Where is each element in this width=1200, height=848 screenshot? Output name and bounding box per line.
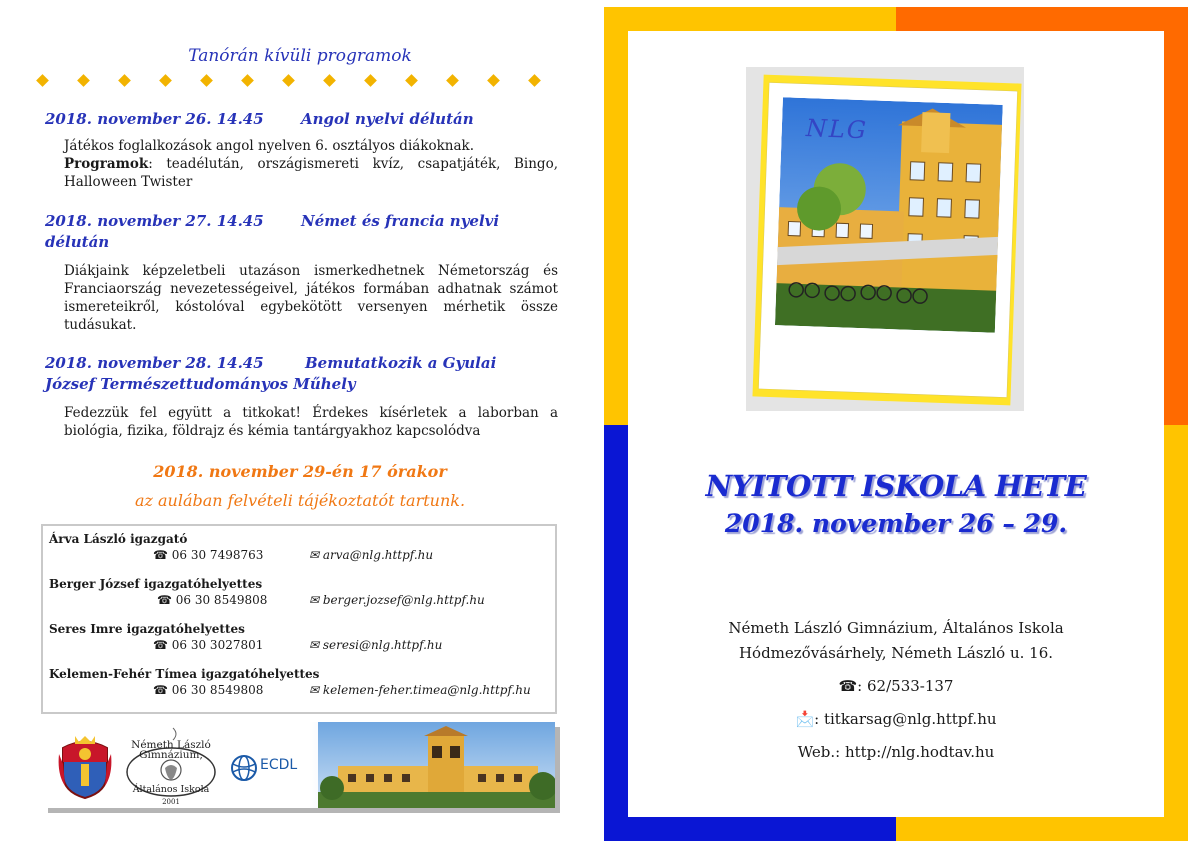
school-photo [775, 97, 1003, 333]
diamond-icon [241, 74, 254, 87]
event-1-body-line1: Játékos foglalkozások angol nyelven 6. osztályos diákoknak. [64, 138, 475, 154]
frame-segment [604, 7, 628, 425]
school-phone: ☎: 62/533-137 [838, 677, 954, 695]
contact-item [49, 622, 549, 652]
school-address: Hódmezővásárhely, Németh László u. 16. [738, 644, 1054, 662]
contact-item [49, 577, 549, 607]
diamond-icon [159, 74, 172, 87]
logo-strip [43, 722, 555, 808]
event-2-topic-line1: Német és francia nyelvi [301, 212, 500, 230]
contact-name: Berger József igazgatóhelyettes [49, 577, 263, 591]
diamond-icon [405, 74, 418, 87]
contact-email[interactable]: ✉ seresi@nlg.httpf.hu [309, 638, 443, 652]
ecdl-logo [228, 748, 308, 788]
school-logo-line3: Általános Iskola [132, 784, 210, 795]
frame-segment [896, 817, 1188, 841]
diamond-icon [323, 74, 336, 87]
event-1-description [64, 137, 558, 191]
school-logo-line1: Németh László [131, 739, 211, 751]
diamond-icon [77, 74, 90, 87]
school-logo [123, 726, 219, 806]
school-logo-line2: Gimnázium, [139, 749, 203, 761]
contact-name: Kelemen-Fehér Tímea igazgatóhelyettes [49, 667, 320, 681]
main-date: 2018. november 26 – 29. [724, 509, 1068, 538]
right-panel [604, 7, 1188, 841]
event-2-heading [45, 211, 560, 253]
contact-name: Seres Imre igazgatóhelyettes [49, 622, 245, 636]
event-1-topic: Angol nyelvi délután [301, 110, 474, 128]
ecdl-label: ECDL [260, 757, 298, 773]
contact-phone: ☎ 06 30 8549808 [157, 593, 268, 607]
city-crest-icon [57, 734, 113, 800]
contact-phone: ☎ 06 30 8549808 [153, 683, 264, 697]
event-1-body-bold: Programok [64, 156, 149, 172]
globe-icon [230, 754, 258, 782]
enrollment-date: 2018. november 29-én 17 órakor [153, 462, 447, 481]
diamond-icon [36, 74, 49, 87]
contact-item [49, 667, 549, 697]
diamond-icon [118, 74, 131, 87]
event-3-heading [45, 353, 560, 395]
school-name: Németh László Gimnázium, Általános Iskola [728, 619, 1064, 637]
enrollment-info: az aulában felvételi tájékoztatót tartunk. [134, 491, 466, 510]
school-email[interactable]: 📩: titkarsag@nlg.httpf.hu [795, 710, 997, 728]
school-website[interactable]: Web.: http://nlg.hodtav.hu [797, 743, 995, 761]
event-1-date: 2018. november 26. 14.45 [45, 110, 264, 128]
diamond-icon [282, 74, 295, 87]
contact-email[interactable]: ✉ arva@nlg.httpf.hu [309, 548, 434, 562]
contact-email[interactable]: ✉ kelemen-feher.timea@nlg.httpf.hu [309, 683, 531, 697]
school-logo-year: 2001 [162, 798, 180, 806]
contact-phone: ☎ 06 30 3027801 [153, 638, 264, 652]
event-1-body-rest: : teadélután, országismereti kvíz, csapatjáték, Bingo, Halloween Twister [64, 156, 558, 190]
diamond-icon [200, 74, 213, 87]
diamond-icon [528, 74, 541, 87]
contact-phone: ☎ 06 30 7498763 [153, 548, 264, 562]
event-3-description: Fedezzük fel együtt a titkokat! Érdekes kísérletek a laborban a biológia, fizika, földrajz és kémia tantárgyakhoz kapcsolódva [64, 405, 558, 439]
event-3-topic-line1: Bemutatkozik a Gyulai [305, 354, 497, 372]
contact-name: Árva László igazgató [49, 532, 188, 546]
event-2-date: 2018. november 27. 14.45 [45, 212, 264, 230]
frame-segment [604, 817, 896, 841]
event-3-date: 2018. november 28. 14.45 [45, 354, 264, 372]
contacts-box [41, 524, 557, 714]
contact-item [49, 532, 549, 562]
contact-email[interactable]: ✉ berger.jozsef@nlg.httpf.hu [309, 593, 485, 607]
frame-segment [604, 7, 896, 31]
event-1-heading [45, 109, 560, 129]
photo-card [759, 83, 1018, 397]
school-building-photo [318, 722, 555, 808]
frame-segment [896, 7, 1188, 31]
diamond-divider [36, 74, 564, 88]
event-2-description: Diákjaink képzeletbeli utazáson ismerkedhetnek Németország és Franciaország nevezetességeivel, játékos formában adhatnak számot ismereteikről, kóstolóval egybekötött versenyen mérhetik össze tudásukat. [64, 263, 558, 333]
event-3-topic-line2: József Természettudományos Műhely [45, 375, 356, 393]
event-2-topic-line2: délután [45, 233, 110, 251]
diamond-icon [446, 74, 459, 87]
programs-title: Tanórán kívüli programok [188, 46, 412, 66]
diamond-icon [364, 74, 377, 87]
nlg-mark: NLG [805, 114, 869, 145]
frame-segment [1164, 7, 1188, 425]
main-title: NYITOTT ISKOLA HETE [705, 469, 1087, 503]
diamond-icon [487, 74, 500, 87]
